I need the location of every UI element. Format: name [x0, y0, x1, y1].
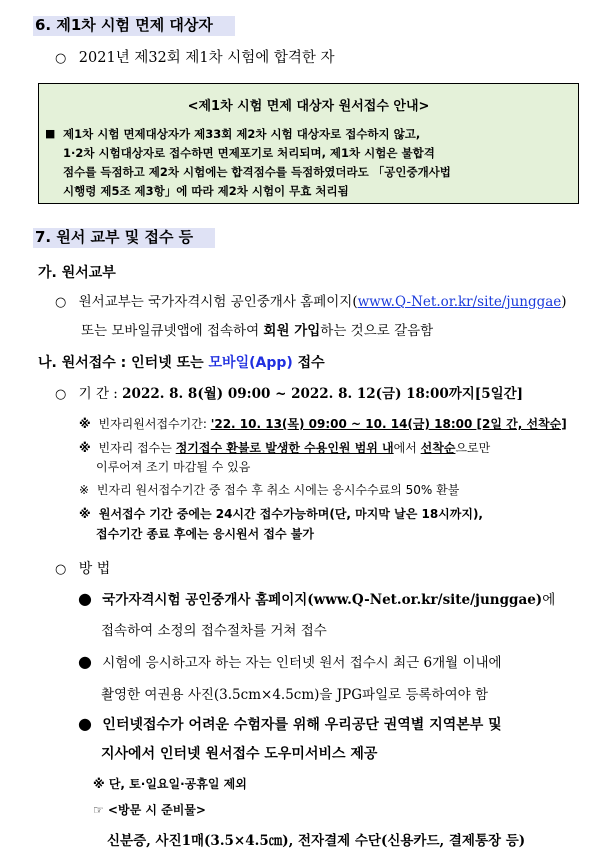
circle-bullet-icon: ○	[55, 387, 67, 402]
section-7-heading	[33, 226, 215, 247]
square-bullet-icon: ■	[45, 127, 56, 140]
note-3: ※ 빈자리 원서접수기간 중 접수 후 취소 시에는 응시수수료의 50% 환불	[79, 483, 460, 497]
member-join-text: 회원 가입	[263, 323, 321, 339]
note-2-line-2: 이루어져 조기 마감될 수 있음	[96, 460, 251, 474]
method-item-1-line-2: 접속하여 소정의 접수절차를 거쳐 접수	[101, 623, 327, 639]
method-item-2-line-2: 촬영한 여권용 사진(3.5cm×4.5cm)을 JPG파일로 등록하여야 함	[101, 687, 488, 703]
section-6-title: 6. 제1차 시험 면제 대상자	[33, 16, 235, 36]
sub-na-title: 나. 원서접수 : 인터넷 또는 모바일(App) 접수	[38, 355, 325, 371]
section-6-item	[55, 46, 335, 67]
reference-mark-icon: ※	[79, 507, 91, 521]
method-item-3-line-2: 지사에서 인터넷 원서접수 도우미서비스 제공	[101, 746, 378, 762]
ga-line-2: 또는 모바일큐넷앱에 접속하여 회원 가입하는 것으로 갈음함	[81, 323, 434, 339]
notice-box	[38, 83, 579, 204]
round-bullet-icon: ●	[78, 589, 92, 608]
reference-mark-icon: ※	[79, 441, 91, 455]
notice-line: 1·2차 시험대상자로 접수하면 면제포기로 처리되며, 제1차 시험은 불합격	[63, 146, 435, 160]
round-bullet-icon: ●	[78, 714, 92, 733]
mobile-app-text: 모바일(App)	[208, 355, 293, 371]
visit-items: 신분증, 사진1매(3.5×4.5㎝), 전자결제 수단(신용카드, 결제통장 등)	[107, 833, 526, 849]
notice-box-title: <제1차 시험 면제 대상자 원서접수 안내>	[187, 99, 430, 114]
sub-ga-title: 가. 원서교부	[38, 265, 116, 281]
period-line: ○ 기 간 : 2022. 8. 8(월) 09:00 ~ 2022. 8. 12(금) 18:00까지[5일간]	[55, 386, 524, 402]
weekend-note: ※ 단, 토·일요일·공휴일 제외	[93, 777, 247, 791]
section-7-title: 7. 원서 교부 및 접수 등	[33, 228, 215, 248]
method-item-3: ● 인터넷접수가 어려운 수험자를 위해 우리공단 권역별 지역본부 및	[78, 714, 502, 733]
vacancy-period-value: '22. 10. 13(목) 09:00 ~ 10. 14(금) 18:00 [2일 간, 선착순]	[210, 417, 567, 431]
section-6-heading	[33, 14, 235, 35]
period-value: 2022. 8. 8(월) 09:00 ~ 2022. 8. 12(금) 18:00까지[5일간]	[122, 386, 524, 402]
circle-bullet-icon: ○	[55, 51, 67, 66]
circle-bullet-icon: ○	[55, 295, 67, 310]
note-4: ※ 원서접수 기간 중에는 24시간 접수가능하며(단, 마지막 날은 18시까지),	[79, 507, 483, 521]
note-1: ※ 빈자리원서접수기간: '22. 10. 13(목) 09:00 ~ 10. 14(금) 18:00 [2일 간, 선착순]	[79, 417, 567, 431]
visit-label: ☞ <방문 시 준비물>	[93, 803, 206, 817]
round-bullet-icon: ●	[78, 652, 92, 671]
reference-mark-icon: ※	[79, 483, 90, 497]
reference-mark-icon: ※	[79, 417, 91, 431]
notice-line: 제1차 시험 면제대상자가 제33회 제2차 시험 대상자로 접수하지 않고,	[63, 127, 421, 141]
qnet-link[interactable]: www.Q-Net.or.kr/site/junggae	[357, 294, 562, 310]
note-2: ※ 빈자리 접수는 정기접수 환불로 발생한 수용인원 범위 내에서 선착순으로만	[79, 441, 491, 455]
method-item-1: ● 국가자격시험 공인중개사 홈페이지(www.Q-Net.or.kr/site/junggae)에	[78, 589, 556, 608]
ga-line-1: ○ 원서교부는 국가자격시험 공인중개사 홈페이지(www.Q-Net.or.kr/site/junggae)	[55, 294, 567, 310]
section-6-item-text: 2021년 제32회 제1차 시험에 합격한 자	[78, 50, 335, 66]
note-4-line-2: 접수기간 종료 후에는 응시원서 접수 불가	[96, 527, 314, 541]
method-line: ○ 방 법	[55, 561, 111, 577]
notice-line: 점수를 득점하고 제2차 시험에는 합격점수를 득점하였더라도 「공인중개사법	[63, 165, 451, 179]
circle-bullet-icon: ○	[55, 562, 67, 577]
notice-line: 시행령 제5조 제3항」에 따라 제2차 시험이 무효 처리됨	[63, 184, 349, 198]
method-item-2: ● 시험에 응시하고자 하는 자는 인터넷 원서 접수시 최근 6개월 이내에	[78, 652, 502, 671]
